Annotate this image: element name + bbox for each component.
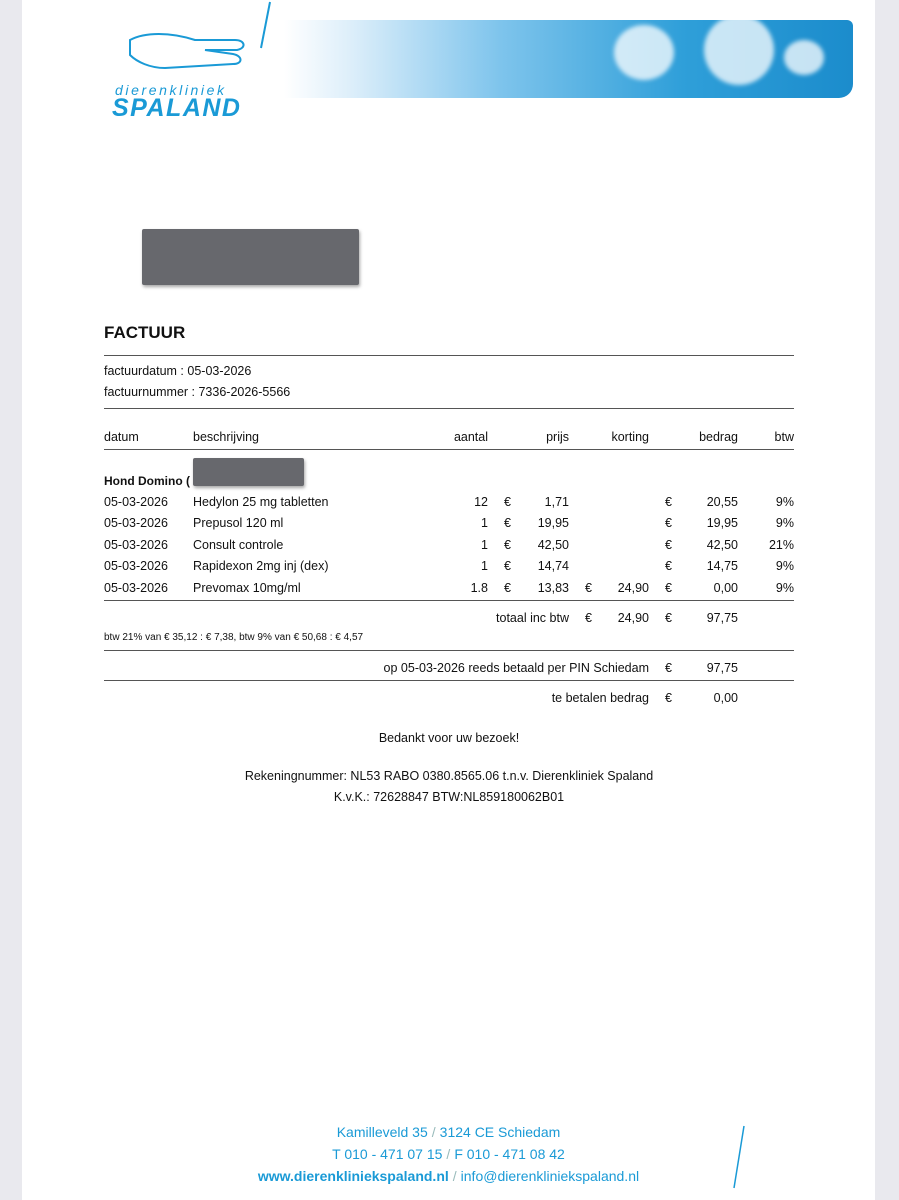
cell-datum: 05-03-2026	[104, 516, 168, 530]
cell-currency: €	[665, 516, 672, 530]
cell-beschrijving: Hedylon 25 mg tabletten	[193, 495, 329, 509]
patient-name: Hond Domino (	[104, 474, 190, 488]
cell-btw: 9%	[775, 495, 794, 509]
logo-name: SPALAND	[112, 94, 242, 122]
total-korting: 24,90	[617, 611, 649, 625]
paw-image	[614, 25, 674, 80]
cell-aantal: 12	[474, 495, 488, 509]
cell-currency: €	[504, 538, 511, 552]
thanks-message: Bedankt voor uw bezoek!	[378, 731, 520, 745]
cell-aantal: 1.8	[470, 581, 488, 595]
paw-image	[784, 40, 824, 75]
invoice-number: factuurnummer : 7336-2026-5566	[104, 385, 291, 399]
footer-postal: 3124 CE Schiedam	[439, 1124, 561, 1140]
cell-prijs: 13,83	[537, 581, 569, 595]
cell-currency: €	[665, 538, 672, 552]
header-banner	[284, 20, 853, 98]
cell-btw: 9%	[775, 581, 794, 595]
cell-currency: €	[504, 581, 511, 595]
cell-currency: €	[504, 516, 511, 530]
cell-currency: €	[585, 581, 592, 595]
cell-prijs: 19,95	[537, 516, 569, 530]
invoice-page	[22, 0, 875, 1200]
due-label: te betalen bedrag	[551, 691, 649, 705]
cell-btw: 21%	[768, 538, 794, 552]
vat-note: btw 21% van € 35,12 : € 7,38, btw 9% van € 50,68 : € 4,57	[104, 632, 364, 643]
header-korting: korting	[611, 430, 649, 444]
cell-prijs: 1,71	[544, 495, 569, 509]
cell-currency: €	[504, 559, 511, 573]
paid-currency: €	[665, 661, 672, 675]
footer-phone: T 010 - 471 07 15 / F 010 - 471 08 42	[332, 1146, 565, 1162]
header-datum: datum	[104, 430, 139, 444]
cell-datum: 05-03-2026	[104, 559, 168, 573]
cell-beschrijving: Prevomax 10mg/ml	[193, 581, 301, 595]
total-currency: €	[585, 611, 592, 625]
cell-datum: 05-03-2026	[104, 538, 168, 552]
cell-prijs: 14,74	[537, 559, 569, 573]
kvk-details: K.v.K.: 72628847 BTW:NL859180062B01	[333, 790, 565, 804]
total-bedrag: 97,75	[706, 611, 738, 625]
cell-aantal: 1	[481, 516, 488, 530]
invoice-title: FACTUUR	[104, 323, 186, 342]
invoice-date: factuurdatum : 05-03-2026	[104, 364, 252, 378]
cell-currency: €	[665, 559, 672, 573]
logo-subtitle: dierenkliniek	[115, 82, 227, 98]
divider	[104, 449, 794, 450]
paw-image	[704, 15, 774, 85]
cell-bedrag: 14,75	[706, 559, 738, 573]
due-currency: €	[665, 691, 672, 705]
cell-currency: €	[665, 495, 672, 509]
hand-logo-icon	[125, 0, 285, 90]
cell-aantal: 1	[481, 538, 488, 552]
total-currency: €	[665, 611, 672, 625]
divider	[104, 355, 794, 356]
cell-bedrag: 0,00	[713, 581, 738, 595]
footer-website-link[interactable]: www.dierenkliniekspaland.nl	[257, 1168, 449, 1184]
cell-currency: €	[665, 581, 672, 595]
header-beschrijving: beschrijving	[193, 430, 260, 444]
due-amount: 0,00	[713, 691, 738, 705]
cell-bedrag: 19,95	[706, 516, 738, 530]
total-label: totaal inc btw	[496, 611, 569, 625]
divider	[104, 408, 794, 409]
header-btw: btw	[774, 430, 794, 444]
header-aantal: aantal	[453, 430, 488, 444]
cell-beschrijving: Consult controle	[193, 538, 284, 552]
header-prijs: prijs	[546, 430, 569, 444]
divider	[104, 650, 794, 651]
cell-beschrijving: Rapidexon 2mg inj (dex)	[193, 559, 329, 573]
cell-datum: 05-03-2026	[104, 495, 168, 509]
bank-details: Rekeningnummer: NL53 RABO 0380.8565.06 t.n.v. Dierenkliniek Spaland	[244, 769, 654, 783]
cell-bedrag: 20,55	[706, 495, 738, 509]
header-bedrag: bedrag	[699, 430, 738, 444]
footer-tel: T 010 - 471 07 15	[332, 1146, 443, 1162]
cell-currency: €	[504, 495, 511, 509]
footer-email-link[interactable]: info@dierenkliniekspaland.nl	[460, 1168, 640, 1184]
cell-prijs: 42,50	[537, 538, 569, 552]
divider	[104, 680, 794, 681]
footer-slash-icon	[730, 1124, 750, 1190]
cell-aantal: 1	[481, 559, 488, 573]
footer-fax: F 010 - 471 08 42	[454, 1146, 565, 1162]
footer-contact: www.dierenkliniekspaland.nl / info@dierenkliniekspaland.nl	[257, 1168, 640, 1184]
redacted-patient-id	[193, 458, 304, 486]
cell-btw: 9%	[775, 559, 794, 573]
divider	[104, 600, 794, 601]
footer-street: Kamilleveld 35	[336, 1124, 428, 1140]
paid-amount: 97,75	[706, 661, 738, 675]
paid-label: op 05-03-2026 reeds betaald per PIN Schiedam	[383, 661, 649, 675]
cell-bedrag: 42,50	[706, 538, 738, 552]
cell-beschrijving: Prepusol 120 ml	[193, 516, 284, 530]
redacted-address	[142, 229, 359, 285]
cell-korting: 24,90	[617, 581, 649, 595]
footer-address: Kamilleveld 35 / 3124 CE Schiedam	[336, 1124, 561, 1140]
cell-btw: 9%	[775, 516, 794, 530]
cell-datum: 05-03-2026	[104, 581, 168, 595]
